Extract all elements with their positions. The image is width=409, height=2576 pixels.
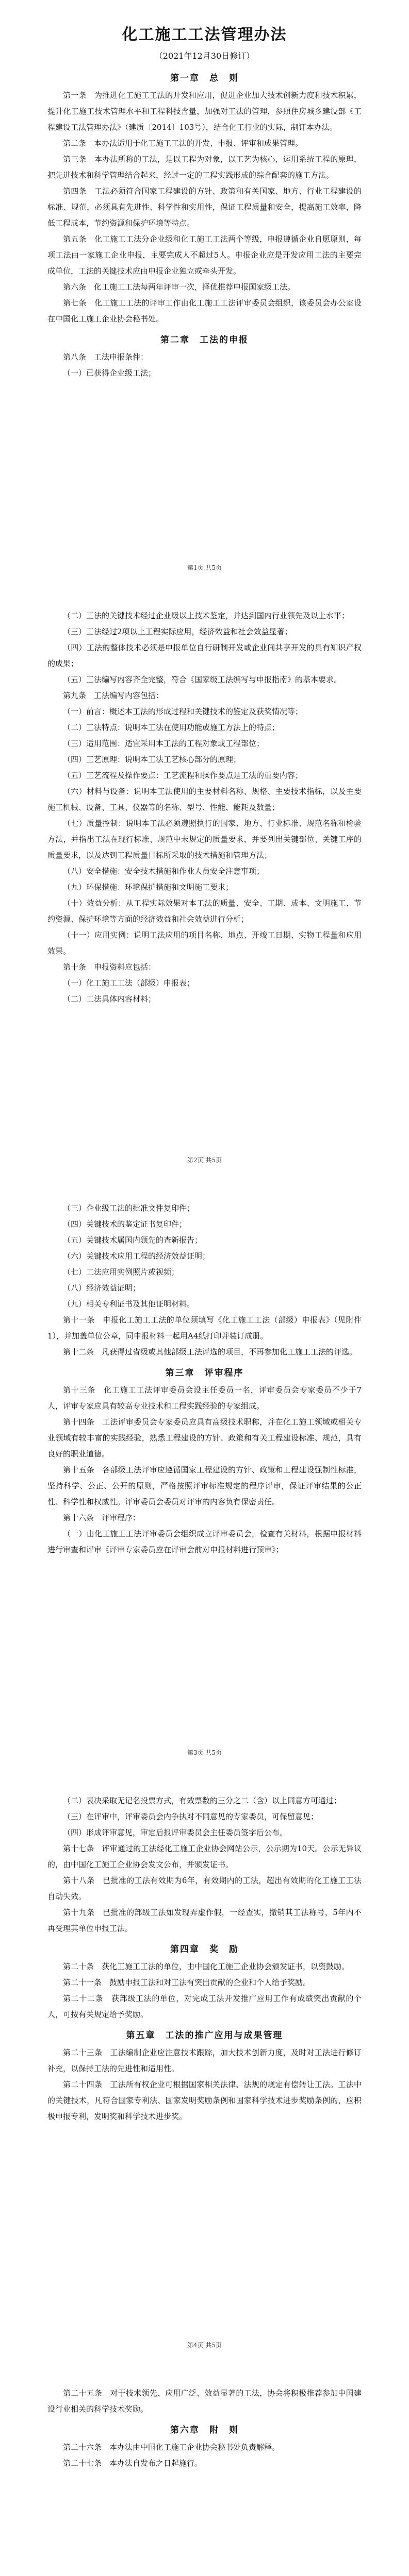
article-paragraph: （一）由化工施工工法评审委员会组织成立评审委员会，检查有关材料，根据申报材料进行审查和评审《评审专家委员应在评审会前对申报材料进行预审》； <box>47 1529 362 1554</box>
article-paragraph: 第十二条 凡获得过省级或其他部级工法评选的项目，不再参加化工施工工法的评选。 <box>63 1347 357 1357</box>
article-paragraph: （二）工法的关键技术经过企业级以上技术鉴定，并达到国内行业领先及以上水平； <box>63 611 350 620</box>
chapter-heading: 第一章 总 则 <box>170 73 239 83</box>
article-paragraph: 第九条 工法编写内容包括： <box>63 691 164 700</box>
article-paragraph: 第二条 本办法适用于化工施工工法的开发、申报、评审和成果管理。 <box>63 139 303 148</box>
article-paragraph: （三）工法经过2项以上工程实际应用，经济效益和社会效益显著； <box>63 627 292 636</box>
page-body <box>47 1793 362 2125</box>
article-paragraph: 第二十七条 本办法自发布之日起施行。 <box>63 2459 203 2468</box>
article-paragraph: （五）工法编写内容齐全完整，符合《国家级工法编写与申报指南》的基本要求。 <box>63 675 342 684</box>
article-paragraph: （三）企业级工法的批准文件复印件； <box>63 1204 195 1213</box>
chapter-heading: 第六章 附 则 <box>170 2425 239 2435</box>
article-paragraph: （八）经济效益证明； <box>63 1283 141 1293</box>
page-footer: 第1页 共5页 <box>187 564 222 571</box>
page-5 <box>0 2370 409 2576</box>
article-paragraph: 第八条 工法申报条件： <box>63 352 149 362</box>
article-paragraph: （三）在评审中，评审委员会内争执对不同意见的专家委员，可保留意见； <box>63 1812 319 1821</box>
chapter-heading: 第三章 评审程序 <box>165 1368 244 1378</box>
article-paragraph: （九）相关专利证书及其他证明材料。 <box>63 1299 195 1309</box>
article-paragraph: 第十三条 化工施工工法评审委员会设主任委员一名，评审委员会专家委员不少于7人，评审专家应具有较高专业技术和工程实践经验的专家组成。 <box>47 1385 362 1411</box>
article-paragraph: （五）关键技术属国内领先的查新报告； <box>63 1235 203 1245</box>
article-paragraph: 第十七条 评审通过的工法经化工施工企业协会网站公示，公示期为10天。公示无异议的，由中国化工施工企业协会发文公布，并颁发证书。 <box>47 1844 362 1869</box>
page-body <box>47 1200 362 1558</box>
article-paragraph: （四）工艺原理：说明本工法工艺核心部分的原理； <box>63 755 241 764</box>
article-paragraph: 第二十二条 获部级工法的单位，对完成工法开发推广应用工作有成绩突出贡献的个人，可按有关规定给予奖励。 <box>47 1994 362 2019</box>
article-paragraph: （四）形成评审意见，审定后报评审委员会主任委员签字后公布。 <box>63 1828 288 1837</box>
article-paragraph: （七）质量控制：说明本工法必须遵照执行的国家、地方、行业标准、规范名称和检验方法，并指出工法在现行标准、规范中未规定的质量要求，并要列出关键部位、关键工序的质量要求，以及达到工程质量目标所采取的技术措施和管理方法； <box>47 819 362 860</box>
page-1 <box>0 0 409 582</box>
article-paragraph: （二）表决采取无记名投票方式，有效票数的三分之二（含）以上同意方可通过； <box>63 1796 342 1805</box>
article-paragraph: 第十九条 已批准的部级工法如发现弄虚作假，一经查实，撤销其工法称号，5年内不再受理其单位申报工法。 <box>47 1908 362 1933</box>
page-3 <box>0 1185 409 1767</box>
article-paragraph: 第一条 为推进化工施工工法的开发和应用，促进企业加大技术创新力度和技术积累，提升化工施工技术管理水平和工程科技含量，加强对工法的管理，参照住房城乡建设部《工程建设工法管理办法》（建质〔2014〕103号），结合化工行业的实际，制订本办法。 <box>47 91 362 132</box>
article-paragraph: 第二十六条 本办法由中国化工施工企业协会秘书处负责解释。 <box>63 2443 280 2452</box>
article-paragraph: （十一）应用实例：说明工法应用的项目名称、地点、开竣工日期、实物工程量和应用效果。 <box>47 930 362 956</box>
article-paragraph: （六）关键技术应用工程的经济效益证明； <box>63 1251 210 1261</box>
article-paragraph: 第二十四条 工法所有权企业可根据国家相关法律、法规的规定有偿转让工法。工法中的关键技术，凡符合国家专利法、国家发明奖励条例和国家科学技术进步奖励条例的，应积极申报专利，发明奖和科学技术进步奖。 <box>47 2080 362 2121</box>
article-paragraph: 第二十一条 鼓励申报工法和对工法有突出贡献的企业和个人给予奖励。 <box>63 1978 311 1987</box>
article-paragraph: （八）安全措施：安全技术措施和作业人员安全注意事项； <box>63 867 265 876</box>
document-title: 化工施工工法管理办法 <box>122 26 287 44</box>
page-body <box>47 71 362 381</box>
article-paragraph: （一）已获得企业级工法； <box>63 368 156 378</box>
article-paragraph: 第二十条 获化工施工工法的单位，由中国化工施工企业协会颁发证书，以资鼓励。 <box>63 1962 350 1971</box>
page-4 <box>0 1777 409 2360</box>
article-paragraph: （九）环保措施：环境保护措施和文明施工要求； <box>63 883 234 892</box>
page-body <box>47 608 362 1007</box>
article-paragraph: （二）工法特点：说明本工法在使用功能或施工方法上的特点； <box>63 723 280 732</box>
article-paragraph: （二）工法具体内容材料； <box>63 994 156 1004</box>
article-paragraph: （五）工艺流程及操作要点：工艺流程和操作要点是工法的重要内容； <box>63 771 303 780</box>
article-paragraph: （一）前言：概述本工法的形成过程和关键技术的鉴定及获奖情况等； <box>63 707 303 716</box>
article-paragraph: 第十四条 工法评审委员会专家委员应具有高级技术职称，并在化工施工领域或相关专业领域有较丰富的实践经验，熟悉工程建设的方针、政策和有关工程建设标准、规范，具有良好的职业道德。 <box>47 1417 362 1459</box>
article-paragraph: 第四条 工法必须符合国家工程建设的方针、政策和有关国家、地方、行业工程建设的标准、规范，必须具有先进性、科学性和实用性，保证工程质量和安全，提高施工效率，降低工程成本，节约资源和保护环境等特点。 <box>47 187 362 228</box>
article-paragraph: （七）工法应用实例照片或视频； <box>63 1267 179 1277</box>
article-paragraph: （一）化工施工工法（部级）申报表； <box>63 978 195 988</box>
article-paragraph: 第三条 本办法所称的工法，是以工程为对象，以工艺为核心，运用系统工程的原理，把先进技术和科学管理结合起来，经过一定的工程实践形成的综合配套的施工方法。 <box>47 155 362 180</box>
article-paragraph: 第十条 申报资料应包括： <box>63 962 156 972</box>
article-paragraph: 第十一条 申报化工施工工法的单位须填写《化工施工工法（部级）申报表》（见附件1），并加盖单位公章，同申报材料一起用A4纸打印并装订成册。 <box>47 1315 362 1341</box>
chapter-heading: 第四章 奖 励 <box>170 1944 239 1955</box>
article-paragraph: （三）适用范围：适宜采用本工法的工程对象或工程部位； <box>63 739 265 748</box>
page-body <box>47 2385 362 2471</box>
article-paragraph: （十）效益分析：从工程实际效果对本工法的质量、安全、工期、成本、文明施工、节约资源、保护环境等方面的经济效益和社会效益进行分析； <box>47 899 362 924</box>
article-paragraph: （四）关键技术的鉴定证书复印件； <box>63 1219 187 1229</box>
article-paragraph: 第七条 化工施工工法的评审工作由化工施工工法评审委员会组织，该委员会办公室设在中国化工施工企业协会秘书处。 <box>47 298 362 324</box>
document-subtitle: （2021年12月30日修订） <box>154 51 255 61</box>
article-paragraph: 第二十五条 对于技术领先、应用广泛、效益显著的工法，协会将积极推荐参加中国建设行业相关的科学技术奖励。 <box>47 2388 362 2414</box>
page-footer: 第4页 共5页 <box>187 2342 222 2349</box>
article-paragraph: （六）材料与设备：说明本工法使用的主要材料名称、规格、主要技术指标，以及主要施工机械、设备、工具、仪器等的名称、型号、性能、能耗及数量； <box>47 787 362 812</box>
page-2 <box>0 592 409 1175</box>
page-footer: 第3页 共5页 <box>187 1749 222 1756</box>
article-paragraph: 第六条 化工施工工法每两年评审一次，择优推荐申报国家级工法。 <box>63 282 296 292</box>
page-footer: 第2页 共5页 <box>187 1157 222 1164</box>
article-paragraph: 第十五条 各部级工法评审应遵循国家工程建设的方针、政策和工程建设强制性标准，坚持科学、公正、公开的原则，严格按照评审标准规定的程序评审，保证评审结果的公正性、科学性和权威性。评审委员会委员对评审的内容负有保密责任。 <box>47 1465 362 1506</box>
chapter-heading: 第二章 工法的申报 <box>160 335 249 345</box>
article-paragraph: 第十六条 评审程序： <box>63 1513 141 1522</box>
article-paragraph: 第二十三条 工法编制企业应注意技术跟踪，加大技术创新力度，及时对工法进行修订补充，以保持工法的先进性和适用性。 <box>47 2048 362 2073</box>
article-paragraph: 第五条 化工施工工法分企业级和化工施工工法两个等级，申报遵循企业自愿原则，每项工法由一家施工企业申报，主要完成人不超过5人。申报企业应是开发应用工法的主要完成单位，工法的关键技术应由申报企业独立或牵头开发。 <box>47 234 362 276</box>
article-paragraph: 第十八条 已批准的工法有效期为6年，有效期内的工法，超出有效期的化工施工工法自动失效。 <box>47 1876 362 1901</box>
article-paragraph: （四）工法的整体技术必须是申报单位自行研制开发或企业间共享开发的具有知识产权的成果； <box>47 643 362 668</box>
chapter-heading: 第五章 工法的推广应用与成果管理 <box>126 2030 283 2041</box>
